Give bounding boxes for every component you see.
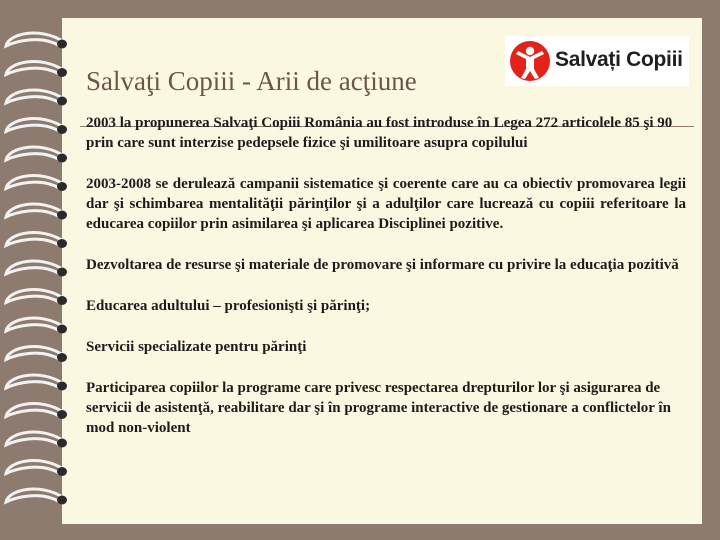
paragraph-resurse: Dezvoltarea de resurse şi materiale de promovare şi informare cu privire la educaţia pozitivă	[86, 257, 679, 273]
spiral-ring	[6, 318, 64, 331]
paragraph-campanii: 2003-2008 se derulează campanii sistematice şi coerente care au ca obiectiv promovarea legii dar şi schimbarea mentalităţii părinţilor şi a adulţilor care lucrează cu copiii referitoare la educarea copiilor prin asimilarea şi aplicarea Disciplinei pozitive.	[86, 176, 686, 232]
binding-hole	[57, 154, 67, 163]
spiral-ring	[6, 432, 64, 445]
spiral-ring	[6, 90, 64, 103]
paragraph-servicii: Servicii specializate pentru părinţi	[86, 339, 307, 355]
spiral-ring	[6, 261, 64, 274]
binding-hole	[57, 496, 67, 505]
spiral-ring	[6, 176, 64, 189]
spiral-ring	[6, 461, 64, 474]
binding-hole	[57, 268, 67, 277]
binding-hole	[57, 211, 67, 220]
binding-hole	[57, 410, 67, 419]
spiral-ring	[6, 404, 64, 417]
paragraph-legea-272: 2003 la propunerea Salvaţi Copiii România au fost introduse în Legea 272 articolele 85 şi 90 prin care sunt interzise pedepsele fizice şi umilitoare asupra copilului	[86, 115, 673, 151]
slide-title: Salvaţi Copiii - Arii de acţiune	[86, 66, 417, 96]
binding-hole	[57, 382, 67, 391]
spiral-ring	[6, 347, 64, 360]
binding-hole	[57, 296, 67, 305]
spiral-ring	[6, 204, 64, 217]
spiral-ring	[6, 147, 64, 160]
spiral-ring	[6, 62, 64, 75]
spiral-ring	[6, 33, 64, 46]
paragraph-educarea-adultului: Educarea adultului – profesionişti şi părinţi;	[86, 298, 371, 314]
spiral-ring	[6, 375, 64, 388]
salvati-copiii-logo	[505, 36, 689, 86]
logo-text: Salvați Copiii	[555, 48, 683, 71]
paragraph-participarea: Participarea copiilor la programe care privesc respectarea drepturilor lor şi asigurarea de servicii de asistenţă, reabilitare dar şi în programe interactive de gestionare a conflictelor în mod non-violent	[86, 380, 671, 436]
binding-hole	[57, 439, 67, 448]
binding-hole	[57, 97, 67, 106]
spiral-ring	[6, 119, 64, 132]
content-body	[86, 113, 686, 459]
binding-hole	[57, 467, 67, 476]
binding-hole	[57, 68, 67, 77]
spiral-ring	[6, 233, 64, 246]
binding-hole	[57, 125, 67, 134]
binding-hole	[57, 325, 67, 334]
spiral-ring	[6, 290, 64, 303]
binding-hole	[57, 182, 67, 191]
binding-hole	[57, 239, 67, 248]
binding-hole	[57, 40, 67, 49]
spiral-ring	[6, 489, 64, 502]
binding-hole	[57, 353, 67, 362]
spiral-binding	[0, 0, 80, 540]
child-figure-logo-icon	[509, 40, 551, 82]
